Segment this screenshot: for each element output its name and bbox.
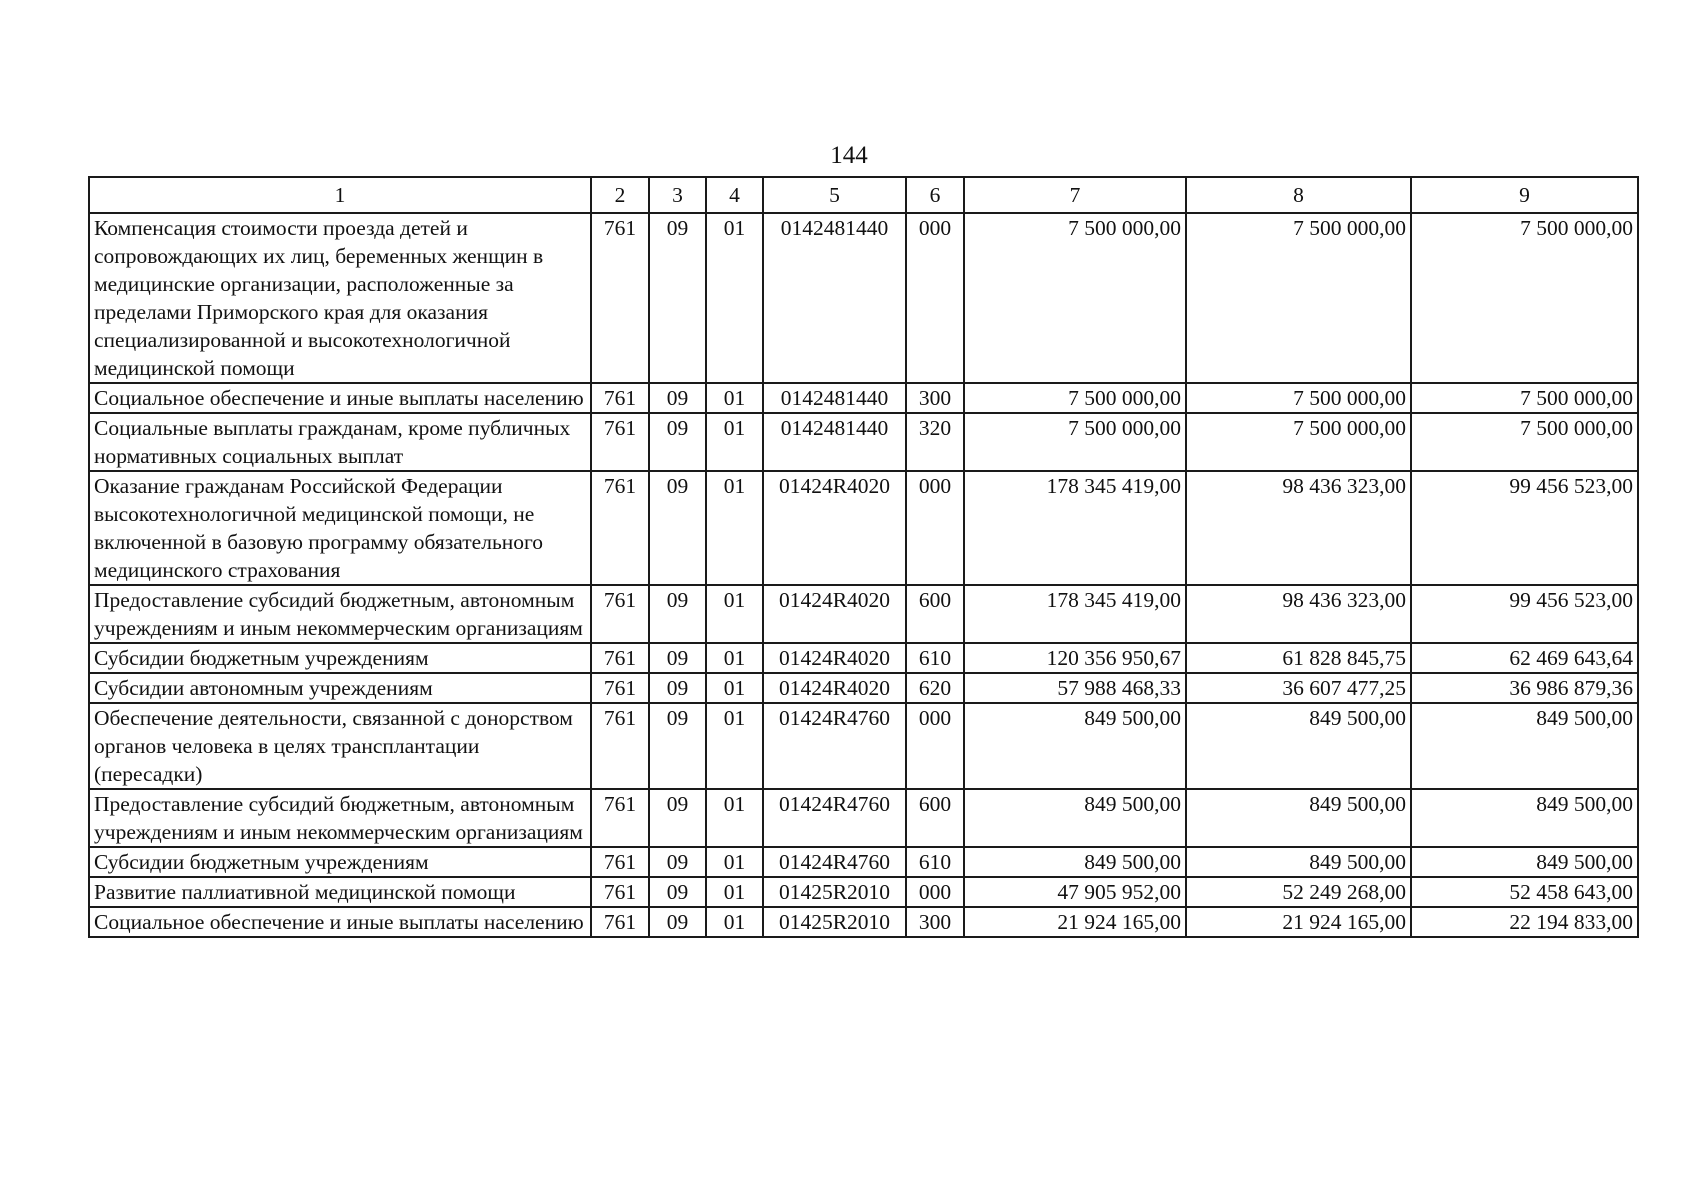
table-row	[89, 847, 1638, 877]
amount-col8: 98 436 323,00	[1186, 585, 1411, 643]
column-header: 5	[763, 177, 906, 213]
header-row	[89, 177, 1638, 213]
ministry-code: 761	[591, 383, 649, 413]
amount-col8: 52 249 268,00	[1186, 877, 1411, 907]
subsection-code: 01	[706, 673, 763, 703]
row-name: Социальное обеспечение и иные выплаты населению	[89, 383, 591, 413]
expense-code: 320	[906, 413, 964, 471]
ministry-code: 761	[591, 703, 649, 789]
expense-code: 000	[906, 703, 964, 789]
amount-col7: 849 500,00	[964, 789, 1186, 847]
column-header: 9	[1411, 177, 1638, 213]
table-row	[89, 877, 1638, 907]
row-name: Оказание гражданам Российской Федерации высокотехнологичной медицинской помощи, не включенной в базовую программу обязательного медицинского страхования	[89, 471, 591, 585]
expense-code: 000	[906, 213, 964, 383]
subsection-code: 01	[706, 789, 763, 847]
amount-col9: 99 456 523,00	[1411, 585, 1638, 643]
row-name: Субсидии бюджетным учреждениям	[89, 643, 591, 673]
ministry-code: 761	[591, 413, 649, 471]
table-row	[89, 383, 1638, 413]
column-header: 4	[706, 177, 763, 213]
amount-col8: 7 500 000,00	[1186, 413, 1411, 471]
ministry-code: 761	[591, 907, 649, 937]
amount-col9: 62 469 643,64	[1411, 643, 1638, 673]
amount-col8: 98 436 323,00	[1186, 471, 1411, 585]
section-code: 09	[649, 907, 706, 937]
column-header: 1	[89, 177, 591, 213]
amount-col7: 57 988 468,33	[964, 673, 1186, 703]
target-code: 0142481440	[763, 383, 906, 413]
row-name: Обеспечение деятельности, связанной с донорством органов человека в целях трансплантации (пересадки)	[89, 703, 591, 789]
target-code: 01424R4760	[763, 847, 906, 877]
subsection-code: 01	[706, 213, 763, 383]
target-code: 01424R4020	[763, 585, 906, 643]
table-row	[89, 585, 1638, 643]
amount-col9: 36 986 879,36	[1411, 673, 1638, 703]
amount-col8: 21 924 165,00	[1186, 907, 1411, 937]
amount-col9: 7 500 000,00	[1411, 383, 1638, 413]
target-code: 01424R4760	[763, 789, 906, 847]
expense-code: 620	[906, 673, 964, 703]
column-header: 2	[591, 177, 649, 213]
subsection-code: 01	[706, 877, 763, 907]
amount-col9: 7 500 000,00	[1411, 213, 1638, 383]
ministry-code: 761	[591, 643, 649, 673]
expense-code: 000	[906, 471, 964, 585]
target-code: 0142481440	[763, 213, 906, 383]
column-header: 6	[906, 177, 964, 213]
ministry-code: 761	[591, 847, 649, 877]
section-code: 09	[649, 877, 706, 907]
amount-col8: 849 500,00	[1186, 703, 1411, 789]
section-code: 09	[649, 703, 706, 789]
section-code: 09	[649, 213, 706, 383]
amount-col7: 120 356 950,67	[964, 643, 1186, 673]
column-header: 3	[649, 177, 706, 213]
target-code: 01424R4020	[763, 643, 906, 673]
table-row	[89, 471, 1638, 585]
expense-code: 600	[906, 585, 964, 643]
expense-code: 300	[906, 383, 964, 413]
section-code: 09	[649, 673, 706, 703]
row-name: Субсидии бюджетным учреждениям	[89, 847, 591, 877]
target-code: 01425R2010	[763, 907, 906, 937]
ministry-code: 761	[591, 585, 649, 643]
section-code: 09	[649, 789, 706, 847]
expense-code: 000	[906, 877, 964, 907]
amount-col8: 61 828 845,75	[1186, 643, 1411, 673]
table-row	[89, 673, 1638, 703]
table-row	[89, 413, 1638, 471]
subsection-code: 01	[706, 471, 763, 585]
row-name: Социальные выплаты гражданам, кроме публичных нормативных социальных выплат	[89, 413, 591, 471]
subsection-code: 01	[706, 643, 763, 673]
subsection-code: 01	[706, 413, 763, 471]
ministry-code: 761	[591, 673, 649, 703]
expense-code: 610	[906, 643, 964, 673]
ministry-code: 761	[591, 213, 649, 383]
expense-code: 600	[906, 789, 964, 847]
target-code: 01424R4020	[763, 673, 906, 703]
amount-col7: 7 500 000,00	[964, 213, 1186, 383]
amount-col7: 178 345 419,00	[964, 585, 1186, 643]
target-code: 01424R4760	[763, 703, 906, 789]
table-row	[89, 643, 1638, 673]
target-code: 01425R2010	[763, 877, 906, 907]
ministry-code: 761	[591, 877, 649, 907]
amount-col8: 849 500,00	[1186, 789, 1411, 847]
amount-col7: 178 345 419,00	[964, 471, 1186, 585]
section-code: 09	[649, 585, 706, 643]
row-name: Предоставление субсидий бюджетным, автономным учреждениям и иным некоммерческим организациям	[89, 789, 591, 847]
ministry-code: 761	[591, 789, 649, 847]
subsection-code: 01	[706, 847, 763, 877]
subsection-code: 01	[706, 703, 763, 789]
amount-col9: 849 500,00	[1411, 789, 1638, 847]
target-code: 01424R4020	[763, 471, 906, 585]
amount-col7: 7 500 000,00	[964, 383, 1186, 413]
amount-col9: 52 458 643,00	[1411, 877, 1638, 907]
amount-col9: 22 194 833,00	[1411, 907, 1638, 937]
budget-table	[88, 176, 1639, 938]
amount-col7: 849 500,00	[964, 847, 1186, 877]
expense-code: 610	[906, 847, 964, 877]
row-name: Социальное обеспечение и иные выплаты населению	[89, 907, 591, 937]
amount-col7: 7 500 000,00	[964, 413, 1186, 471]
section-code: 09	[649, 383, 706, 413]
table-row	[89, 703, 1638, 789]
section-code: 09	[649, 471, 706, 585]
target-code: 0142481440	[763, 413, 906, 471]
amount-col8: 36 607 477,25	[1186, 673, 1411, 703]
subsection-code: 01	[706, 907, 763, 937]
amount-col8: 7 500 000,00	[1186, 213, 1411, 383]
amount-col8: 849 500,00	[1186, 847, 1411, 877]
section-code: 09	[649, 847, 706, 877]
table-row	[89, 789, 1638, 847]
row-name: Предоставление субсидий бюджетным, автономным учреждениям и иным некоммерческим организациям	[89, 585, 591, 643]
row-name: Компенсация стоимости проезда детей и сопровождающих их лиц, беременных женщин в медицинские организации, расположенные за пределами Приморского края для оказания специализированной и высокотехнологичной медицинской помощи	[89, 213, 591, 383]
subsection-code: 01	[706, 383, 763, 413]
amount-col8: 7 500 000,00	[1186, 383, 1411, 413]
section-code: 09	[649, 643, 706, 673]
amount-col9: 849 500,00	[1411, 703, 1638, 789]
table-row	[89, 907, 1638, 937]
amount-col7: 21 924 165,00	[964, 907, 1186, 937]
amount-col9: 849 500,00	[1411, 847, 1638, 877]
column-header: 8	[1186, 177, 1411, 213]
amount-col7: 849 500,00	[964, 703, 1186, 789]
subsection-code: 01	[706, 585, 763, 643]
amount-col7: 47 905 952,00	[964, 877, 1186, 907]
amount-col9: 99 456 523,00	[1411, 471, 1638, 585]
row-name: Субсидии автономным учреждениям	[89, 673, 591, 703]
ministry-code: 761	[591, 471, 649, 585]
expense-code: 300	[906, 907, 964, 937]
row-name: Развитие паллиативной медицинской помощи	[89, 877, 591, 907]
section-code: 09	[649, 413, 706, 471]
page-number: 144	[830, 142, 868, 169]
table-row	[89, 213, 1638, 383]
column-header: 7	[964, 177, 1186, 213]
amount-col9: 7 500 000,00	[1411, 413, 1638, 471]
